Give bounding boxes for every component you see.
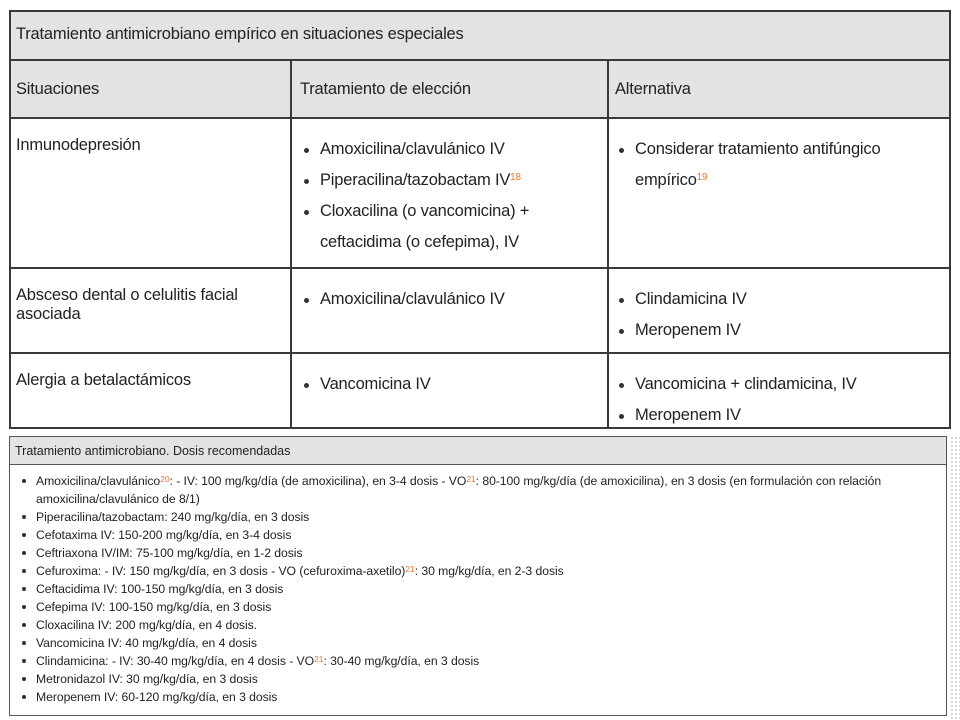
reference-link[interactable]: 18 — [510, 172, 521, 183]
list-item: Cloxacilina IV: 200 mg/kg/día, en 4 dosis. — [10, 616, 946, 634]
list-item: Metronidazol IV: 30 mg/kg/día, en 3 dosis — [10, 670, 946, 688]
list-item: Vancomicina IV — [300, 369, 607, 400]
list-item: Vancomicina IV: 40 mg/kg/día, en 4 dosis — [10, 634, 946, 652]
reference-link[interactable]: 20 — [160, 474, 170, 484]
list-item: Piperacilina/tazobactam IV$^{18}$ — [300, 165, 607, 196]
situation-label: Absceso dental o celulitis facial asociada — [16, 286, 238, 323]
table-title: Tratamiento antimicrobiano empírico en situaciones especiales — [11, 12, 949, 61]
alternative-list — [615, 134, 949, 196]
list-item: Amoxicilina/clavulánico IV — [300, 284, 607, 315]
list-item: Considerar tratamiento antifúngico empírico$^{19}$ — [615, 134, 949, 196]
list-item: Cefepima IV: 100-150 mg/kg/día, en 3 dosis — [10, 598, 946, 616]
choice-cell — [292, 269, 607, 352]
table-row — [11, 354, 949, 427]
choice-list — [300, 369, 607, 400]
reference-link[interactable]: 19 — [696, 172, 708, 183]
list-item: Cloxacilina (o vancomicina) + ceftacidima (o cefepima), IV — [300, 196, 607, 258]
table-row — [11, 269, 949, 354]
situation-cell — [11, 269, 290, 352]
table-row — [11, 119, 949, 269]
list-item: Meropenem IV: 60-120 mg/kg/día, en 3 dosis — [10, 688, 946, 706]
special-situations-table — [9, 10, 951, 429]
alternative-cell — [609, 269, 949, 352]
alternative-cell — [609, 354, 949, 427]
list-item: Piperacilina/tazobactam: 240 mg/kg/día, en 3 dosis — [10, 508, 946, 526]
doses-title: Tratamiento antimicrobiano. Dosis recomendadas — [10, 437, 946, 465]
page-edge-strip — [950, 436, 960, 720]
list-item: Vancomicina + clindamicina, IV — [615, 369, 949, 400]
table-header-row — [11, 61, 949, 119]
column-divider — [290, 61, 292, 427]
column-divider — [607, 61, 609, 427]
list-item: Amoxicilina/clavulánico$^{20}$: - IV: 100 mg/kg/día (de amoxicilina), en 3-4 dosis - VO$^{21}$: 80-100 mg/kg/día (de amoxicilina), en 3 dosis (en formulación con relación amoxicilina/clavulánico de 8/1) — [10, 472, 946, 508]
list-item: Cefuroxima: - IV: 150 mg/kg/día, en 3 dosis - VO (cefuroxima-axetilo)$^{21}$: 30 mg/kg/día, en 2-3 dosis — [10, 562, 946, 580]
situation-cell — [11, 119, 290, 267]
list-item: Meropenem IV — [615, 400, 949, 431]
alternative-list — [615, 369, 949, 431]
choice-cell — [292, 119, 607, 267]
list-item: Amoxicilina/clavulánico IV — [300, 134, 607, 165]
reference-link[interactable]: 21 — [466, 474, 476, 484]
situation-cell — [11, 354, 290, 427]
header-tratamiento: Tratamiento de elección — [300, 80, 471, 98]
reference-link[interactable]: 21 — [314, 654, 324, 664]
choice-list — [300, 134, 607, 258]
situation-label: Alergia a betalactámicos — [16, 371, 191, 389]
choice-list — [300, 284, 607, 315]
list-item: Ceftacidima IV: 100-150 mg/kg/día, en 3 dosis — [10, 580, 946, 598]
header-situaciones: Situaciones — [16, 80, 100, 98]
recommended-doses-box — [9, 436, 947, 716]
alternative-cell — [609, 119, 949, 267]
list-item: Clindamicina IV — [615, 284, 949, 315]
list-item: Cefotaxima IV: 150-200 mg/kg/día, en 3-4 dosis — [10, 526, 946, 544]
header-alternativa: Alternativa — [615, 80, 691, 98]
alternative-list — [615, 284, 949, 346]
reference-link[interactable]: 21 — [405, 564, 415, 574]
list-item: Clindamicina: - IV: 30-40 mg/kg/día, en 4 dosis - VO$^{21}$: 30-40 mg/kg/día, en 3 dosis — [10, 652, 946, 670]
situation-label: Inmunodepresión — [16, 136, 141, 154]
choice-cell — [292, 354, 607, 427]
list-item: Ceftriaxona IV/IM: 75-100 mg/kg/día, en 1-2 dosis — [10, 544, 946, 562]
doses-list — [10, 465, 946, 706]
list-item: Meropenem IV — [615, 315, 949, 346]
